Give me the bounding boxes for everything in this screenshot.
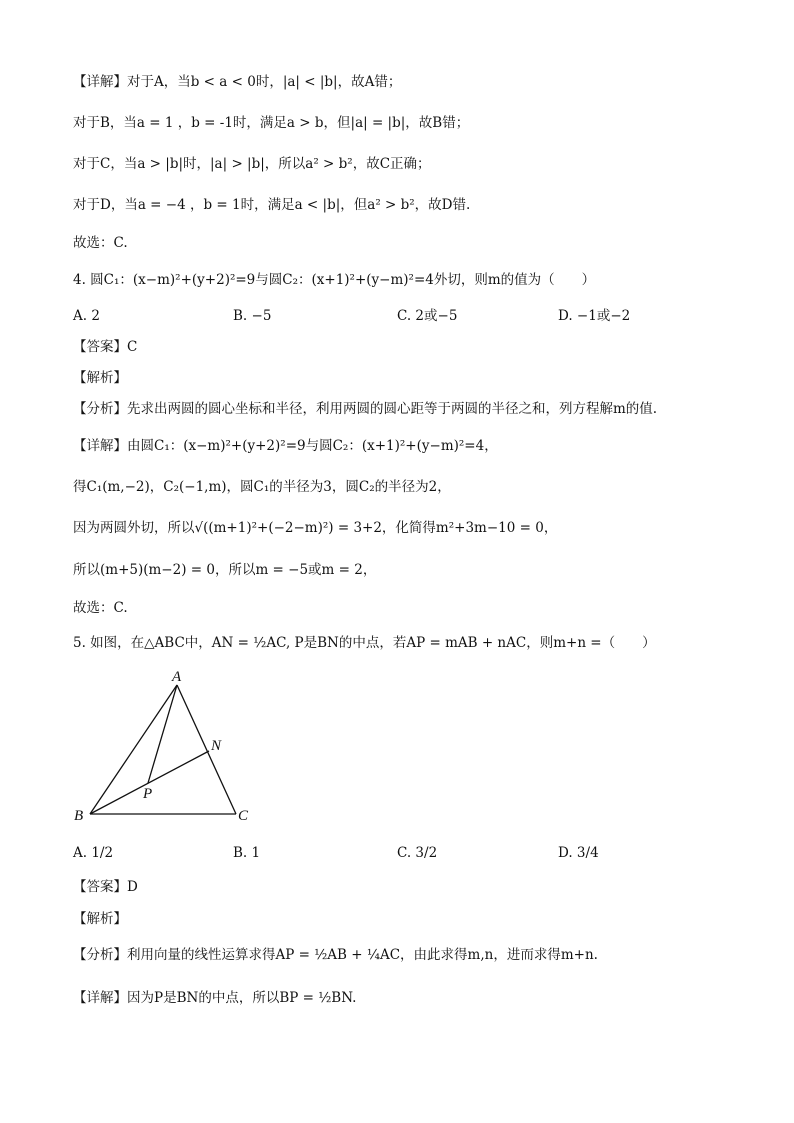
solution-line: 对于C，当a > |b|时，|a| > |b|，所以a² > b²，故C正确； (73, 156, 431, 172)
q5-option-c: C. 3/2 (397, 845, 438, 861)
solution-line: 得C₁(m,−2)，C₂(−1,m)，圆C₁的半径为3，圆C₂的半径为2， (73, 479, 451, 495)
label-n: N (211, 738, 222, 754)
solution-line: 【详解】由圆C₁：(x−m)²+(y+2)²=9与圆C₂：(x+1)²+(y−m)²=4， (73, 438, 498, 454)
label-b: B (74, 808, 84, 824)
solution-line: 因为两圆外切，所以√((m+1)²+(−2−m)²) = 3+2，化简得m²+3m−10 = 0， (73, 520, 558, 536)
side-ab (90, 685, 177, 814)
answer-line: 【答案】C (73, 339, 138, 355)
solution-line: 故选：C. (73, 600, 128, 616)
q4-option-c: C. 2或−5 (397, 308, 458, 324)
q4-option-b: B. −5 (233, 308, 272, 324)
side-ac (177, 685, 236, 814)
q4-option-a: A. 2 (73, 308, 100, 324)
triangle-figure (66, 668, 266, 828)
segment-ap (148, 685, 177, 783)
q5-option-d: D. 3/4 (558, 845, 599, 861)
label-c: C (238, 808, 249, 824)
q5-option-b: B. 1 (233, 845, 261, 861)
question-5: 5. 如图，在△ABC中，AN = ½AC, P是BN的中点，若AP = mAB + nAC，则m+n =（ ） (73, 635, 656, 651)
analysis-line: 【分析】先求出两圆的圆心坐标和半径，利用两圆的圆心距等于两圆的半径之和，列方程解m的值. (73, 401, 658, 417)
label-p: P (143, 786, 153, 802)
solution-line: 对于B，当a = 1 ，b = -1时，满足a > b，但|a| = |b|，故B错； (73, 115, 470, 131)
analysis-heading: 【解析】 (73, 370, 127, 386)
analysis-line: 【分析】利用向量的线性运算求得AP = ½AB + ¼AC，由此求得m,n，进而求得m+n. (73, 947, 598, 963)
solution-line: 对于D，当a = −4 ，b = 1时，满足a < |b|，但a² > b²，故D错. (73, 197, 471, 213)
solution-line: 【详解】对于A，当b < a < 0时，|a| < |b|，故A错； (73, 74, 402, 90)
analysis-heading: 【解析】 (73, 911, 127, 927)
answer-line: 【答案】D (73, 879, 138, 895)
segment-bn (90, 751, 209, 814)
q4-option-d: D. −1或−2 (558, 308, 631, 324)
solution-line: 故选：C. (73, 235, 128, 251)
solution-line: 【详解】因为P是BN的中点，所以BP = ½BN. (73, 990, 357, 1006)
q5-option-a: A. 1/2 (73, 845, 114, 861)
question-4: 4. 圆C₁：(x−m)²+(y+2)²=9与圆C₂：(x+1)²+(y−m)²=4外切，则m的值为（ ） (73, 272, 596, 288)
solution-line: 所以(m+5)(m−2) = 0，所以m = −5或m = 2， (73, 562, 377, 578)
label-a: A (172, 669, 182, 685)
